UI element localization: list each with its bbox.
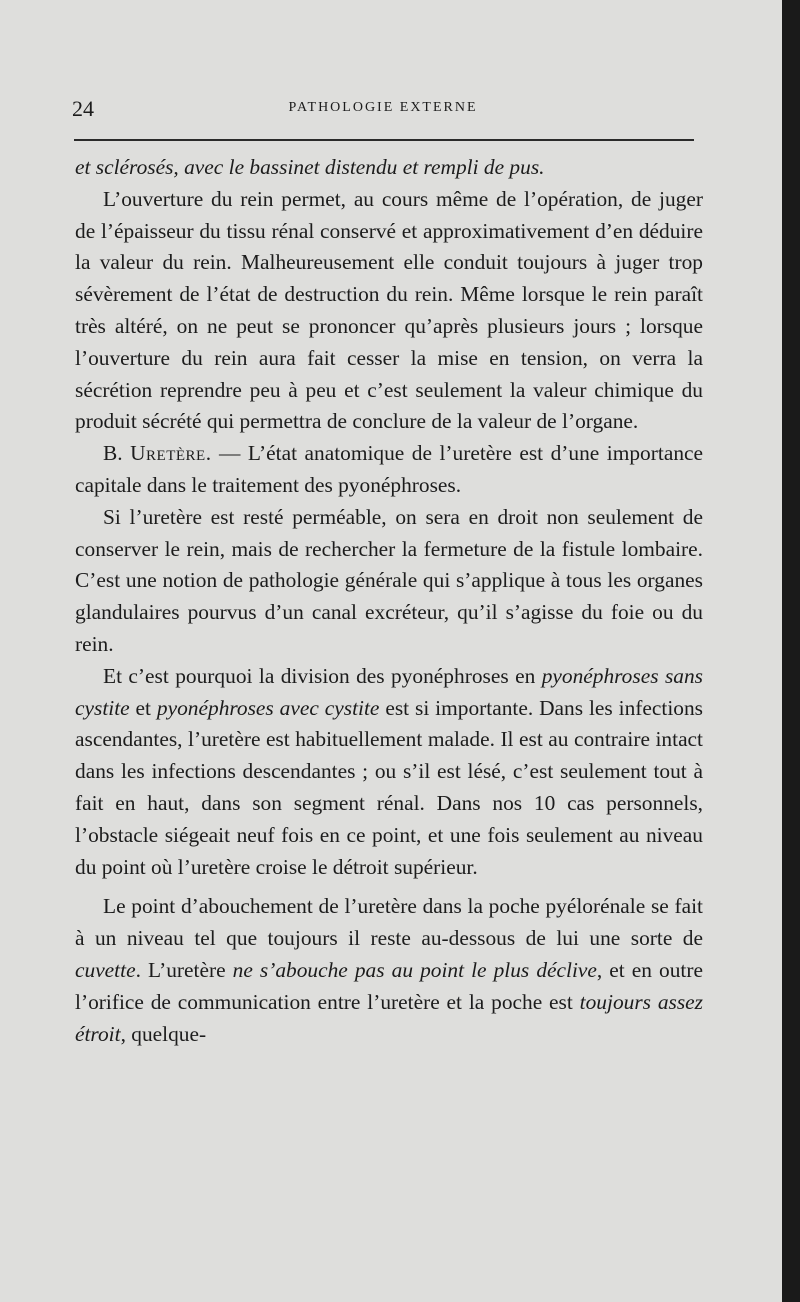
- text-run: B.: [103, 441, 131, 466]
- paragraph: [75, 891, 703, 1050]
- text-run: Si l’uretère est resté perméable, on sera en droit non seulement de conserver le rein, mais de rechercher la fermeture de la fistule lombaire. C’est une notion de pathologie générale qui s’applique à tous les organes glandulaires pourvus d’un canal excréteur, qu’il s’agisse du foie ou du rein.: [75, 504, 703, 656]
- header-rule: [74, 139, 694, 141]
- text-run: L’ouverture du rein permet, au cours même de l’opération, de juger de l’épaisseur du tissu rénal conservé et approximativement d’en déduire la valeur du rein. Malheureusement elle conduit toujours à juger trop sévèrement de l’état de destruction du rein. Même lorsque le rein paraît très altéré, on ne peut se prononcer qu’après plusieurs jours ; lorsque l’ouverture du rein aura fait cesser la mise en tension, on verra la sécrétion reprendre peu à peu et c’est seulement la valeur chimique du produit sécrété qui permettra de conclure de la valeur de l’organe.: [75, 186, 703, 434]
- text-run: , quelque-: [120, 1021, 207, 1046]
- text-run: cuvette: [75, 957, 136, 982]
- text-run: et sclérosés, avec le bassinet distendu et rempli de pus.: [75, 155, 545, 179]
- text-run: pyonéphroses avec cystite: [156, 695, 380, 720]
- text-run: , et en outre l’orifice de communication entre l’uretère et la poche est: [75, 957, 703, 1014]
- paragraph: [75, 661, 703, 884]
- running-title: PATHOLOGIE EXTERNE: [288, 100, 478, 115]
- page-number: 24: [72, 96, 94, 121]
- paragraph: [75, 502, 703, 661]
- page-header: [72, 96, 694, 122]
- text-run: et: [129, 695, 157, 720]
- text-run: est si importante. Dans les infections ascendantes, l’uretère est habituellement malade. Il est au contraire intact dans les infections descendantes ; ou s’il est lésé, c’est seulement tout à fait en haut, dans son segment rénal. Dans nos 10 cas personnels, l’obstacle siégeait neuf fois en ce point, et une fois seulement au niveau du point où l’uretère croise le détroit supérieur.: [75, 695, 704, 879]
- paragraph: [75, 184, 703, 438]
- text-run: . L’uretère: [135, 957, 233, 982]
- body-text: [75, 152, 703, 1050]
- text-run: ne s’abouche pas au point le plus déclive: [232, 957, 597, 982]
- text-run: — L’état anatomique de l’uretère est d’une importance capitale dans le traitement des pyonéphroses.: [75, 441, 703, 497]
- text-run: Le point d’abouchement de l’uretère dans la poche pyélorénale se fait à un niveau tel que toujours il reste au-dessous de lui une sorte de: [75, 894, 703, 951]
- text-run: Et c’est pourquoi la division des pyonéphroses en: [103, 663, 542, 688]
- paragraph: [75, 152, 703, 184]
- text-run: pyonéphroses sans cystite: [75, 663, 703, 720]
- paragraph: [75, 438, 703, 502]
- text-run: toujours assez étroit: [75, 989, 703, 1046]
- section-heading: Uretère.: [130, 441, 212, 466]
